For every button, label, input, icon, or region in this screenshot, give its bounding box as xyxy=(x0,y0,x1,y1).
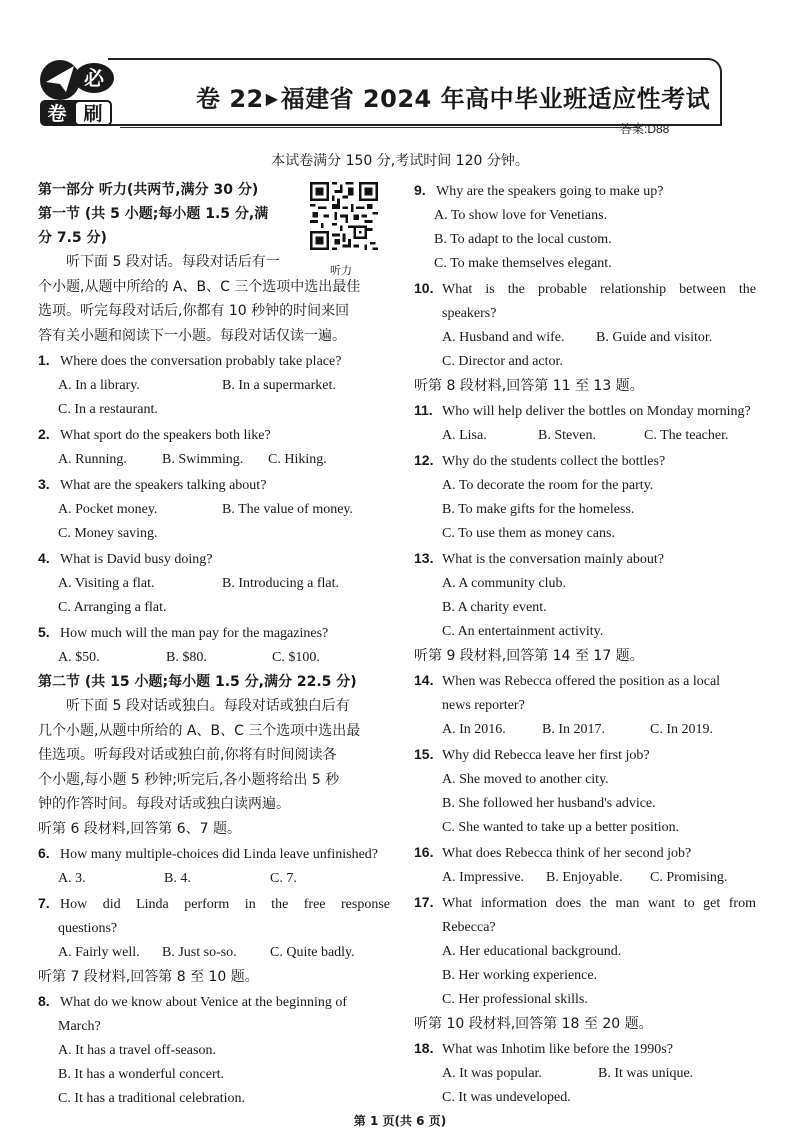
option-c: C. In a restaurant. xyxy=(58,402,158,417)
brand-logo xyxy=(36,56,116,128)
option-c: C. Quite badly. xyxy=(270,944,355,960)
question-stem xyxy=(414,398,756,424)
option-c: C. To make themselves elegant. xyxy=(434,256,612,271)
question-number: 2. xyxy=(38,426,50,442)
question-stem xyxy=(414,178,756,204)
title-main: 福建省 2024 年高中毕业班适应性考试 xyxy=(280,85,711,113)
instructions-line: 选项。听完每段对话后,你都有 10 秒钟的时间来回 xyxy=(38,303,350,319)
instructions-line: 答有关小题和阅读下一小题。每段对话仅读一遍。 xyxy=(38,327,346,344)
option-c: C. Hiking. xyxy=(268,452,327,467)
option-a: A. Running. xyxy=(58,452,127,467)
option-b: B. The value of money. xyxy=(222,502,354,517)
option-b: B. 4. xyxy=(164,870,191,886)
question-text: What was Inhotim like before the 1990s? xyxy=(442,1042,673,1057)
question-number: 12. xyxy=(414,452,434,468)
option-a: A. Pocket money. xyxy=(58,502,158,517)
exam-title xyxy=(196,79,710,114)
page-footer: 第 1 页(共 6 页) xyxy=(353,1114,447,1128)
question-number: 14. xyxy=(414,672,434,688)
option-b: B. $80. xyxy=(166,650,207,665)
question-number: 8. xyxy=(38,992,50,1009)
option-b: B. She followed her husband's advice. xyxy=(442,796,656,811)
question-stem xyxy=(38,422,390,448)
option-a: A. Her educational background. xyxy=(442,944,622,959)
question-stem xyxy=(414,890,756,916)
option-a: A. Lisa. xyxy=(442,428,487,443)
question-text-cont: Rebecca? xyxy=(442,920,496,935)
option-a: A. To show love for Venetians. xyxy=(434,208,608,223)
option-a: A. $50. xyxy=(58,650,100,665)
material-heading: 听第 7 段材料,回答第 8 至 10 题。 xyxy=(38,968,259,985)
title-marker-icon: ▶ xyxy=(265,89,279,108)
question-text-cont: questions? xyxy=(58,920,118,936)
question-text: Why do the students collect the bottles? xyxy=(442,454,666,469)
question-stem xyxy=(38,841,390,867)
option-b: B. Guide and visitor. xyxy=(596,330,713,345)
option-b: B. Introducing a flat. xyxy=(222,576,340,591)
options-row xyxy=(414,718,756,742)
option-c: C. Director and actor. xyxy=(442,354,563,369)
question-number: 9. xyxy=(414,182,426,198)
question-text: Who will help deliver the bottles on Monday morning? xyxy=(442,404,751,419)
question-number: 3. xyxy=(38,476,50,492)
title-prefix: 卷 22 xyxy=(196,85,264,113)
question-number: 10. xyxy=(414,280,434,296)
question-text: When was Rebecca offered the position as a local xyxy=(442,674,721,689)
logo-char-left: 卷 xyxy=(47,103,67,125)
question-text: Why did Rebecca leave her first job? xyxy=(442,748,650,763)
option-b: B. It has a wonderful concert. xyxy=(58,1066,224,1082)
option-c: C. In 2019. xyxy=(650,722,713,737)
question-stem xyxy=(414,448,756,474)
option-b: B. It was unique. xyxy=(598,1066,694,1081)
option-b: B. A charity event. xyxy=(442,600,547,615)
option-c: C. She wanted to take up a better position. xyxy=(442,820,680,835)
option-c: C. An entertainment activity. xyxy=(442,624,604,639)
question-stem xyxy=(414,276,756,302)
question-stem xyxy=(38,472,390,498)
options-row xyxy=(414,866,756,890)
option-b: B. To adapt to the local custom. xyxy=(434,232,612,247)
options-row xyxy=(38,646,390,670)
option-a: A. It has a travel off-season. xyxy=(58,1042,216,1058)
question-text-cont: news reporter? xyxy=(442,698,525,713)
qr-label: 听力 xyxy=(330,264,352,277)
instructions-line: 个小题,从题中所给的 A、B、C 三个选项中选出最佳 xyxy=(38,278,361,295)
question-stem xyxy=(38,620,390,646)
option-a: A. It was popular. xyxy=(442,1066,542,1081)
options-row xyxy=(38,448,390,472)
options-row xyxy=(38,374,390,398)
question-text: What does Rebecca think of her second job? xyxy=(442,846,692,861)
option-a: A. She moved to another city. xyxy=(442,772,609,787)
option-b: B. Steven. xyxy=(538,428,596,443)
question-text: Where does the conversation probably take place? xyxy=(60,354,342,369)
left-column xyxy=(38,178,390,1111)
options-row xyxy=(414,424,756,448)
material-heading: 听第 8 段材料,回答第 11 至 13 题。 xyxy=(414,378,644,394)
option-c: C. Promising. xyxy=(650,870,728,885)
question-text: Why are the speakers going to make up? xyxy=(436,184,664,199)
option-b: B. In 2017. xyxy=(542,722,605,737)
question-number: 7. xyxy=(38,894,50,911)
option-b: B. In a supermarket. xyxy=(222,378,336,393)
question-stem xyxy=(38,348,390,374)
section2-heading: 第二节 (共 15 小题;每小题 1.5 分,满分 22.5 分) xyxy=(38,674,357,690)
question-stem xyxy=(414,1036,756,1062)
question-stem xyxy=(414,840,756,866)
question-number: 17. xyxy=(414,894,434,910)
exam-subtitle: 本试卷满分 150 分,考试时间 120 分钟。 xyxy=(271,153,529,169)
question-number: 15. xyxy=(414,746,434,762)
material-heading: 听第 10 段材料,回答第 18 至 20 题。 xyxy=(414,1016,653,1032)
instructions-line: 佳选项。听每段对话或独白前,你将有时间阅读各 xyxy=(38,747,337,763)
answer-rule xyxy=(120,127,640,128)
option-c: C. 7. xyxy=(270,870,297,886)
right-column xyxy=(414,178,756,1110)
option-c: C. It was undeveloped. xyxy=(442,1090,571,1105)
logo-char-right: 刷 xyxy=(83,103,103,125)
question-number: 5. xyxy=(38,624,50,640)
option-b: B. Just so-so. xyxy=(162,944,237,960)
option-a: A. A community club. xyxy=(442,576,567,591)
question-number: 1. xyxy=(38,352,50,368)
question-number: 13. xyxy=(414,550,434,566)
question-number: 11. xyxy=(414,402,433,418)
option-a: A. Visiting a flat. xyxy=(58,576,155,591)
question-stem xyxy=(414,546,756,572)
question-text: What is the conversation mainly about? xyxy=(442,552,664,567)
question-text: What are the speakers talking about? xyxy=(60,478,267,493)
options-row xyxy=(38,941,390,965)
question-text: How much will the man pay for the magazines? xyxy=(60,626,329,641)
options-row xyxy=(38,572,390,596)
options-row xyxy=(38,867,390,891)
question-text: What do we know about Venice at the beginning of xyxy=(60,994,348,1010)
instructions-line: 听下面 5 段对话。每段对话后有一 xyxy=(66,254,280,270)
option-a: A. In 2016. xyxy=(442,722,506,737)
option-c: C. Money saving. xyxy=(58,526,158,541)
option-c: C. Her professional skills. xyxy=(442,992,588,1007)
options-row xyxy=(414,326,756,350)
question-stem xyxy=(38,989,390,1015)
instructions-line: 钟的作答时间。每段对话或独白读两遍。 xyxy=(38,796,290,812)
question-stem xyxy=(414,742,756,768)
material-heading: 听第 9 段材料,回答第 14 至 17 题。 xyxy=(414,648,644,664)
logo-char-top: 必 xyxy=(84,66,104,90)
option-c: C. It has a traditional celebration. xyxy=(58,1090,245,1106)
question-text-cont: speakers? xyxy=(442,306,497,321)
question-text: What is the probable relationship between the xyxy=(442,282,756,297)
question-text-cont: March? xyxy=(58,1018,101,1034)
option-a: A. To decorate the room for the party. xyxy=(442,478,654,493)
question-text: What information does the man want to get from xyxy=(442,896,756,911)
option-c: C. Arranging a flat. xyxy=(58,600,167,615)
option-a: A. 3. xyxy=(58,870,86,886)
question-number: 18. xyxy=(414,1040,434,1056)
question-number: 6. xyxy=(38,844,50,861)
question-stem xyxy=(38,546,390,572)
option-a: A. Husband and wife. xyxy=(442,330,565,345)
option-a: A. Impressive. xyxy=(442,870,525,885)
instructions-line: 几个小题,从题中所给的 A、B、C 三个选项中选出最 xyxy=(38,722,361,739)
question-text: How did Linda perform in the free response xyxy=(60,896,390,912)
material-heading: 听第 6 段材料,回答第 6、7 题。 xyxy=(38,820,241,837)
option-a: A. In a library. xyxy=(58,378,140,393)
option-c: C. The teacher. xyxy=(644,428,729,443)
instructions-line: 个小题,每小题 5 秒钟;听完后,各小题将给出 5 秒 xyxy=(38,771,340,788)
question-text: How many multiple-choices did Linda leave unfinished? xyxy=(60,846,379,862)
options-row xyxy=(414,1062,756,1086)
options-row xyxy=(38,498,390,522)
instructions-line: 听下面 5 段对话或独白。每段对话或独白后有 xyxy=(66,698,350,714)
option-b: B. Swimming. xyxy=(162,452,244,467)
question-stem xyxy=(414,668,756,694)
option-c: C. $100. xyxy=(272,650,320,665)
section1-heading-line2: 分 7.5 分) xyxy=(38,230,107,246)
question-number: 4. xyxy=(38,550,50,566)
question-number: 16. xyxy=(414,844,434,860)
option-a: A. Fairly well. xyxy=(58,944,140,960)
option-b: B. Her working experience. xyxy=(442,968,598,983)
option-b: B. To make gifts for the homeless. xyxy=(442,502,635,517)
part-heading: 第一部分 听力(共两节,满分 30 分) xyxy=(38,182,259,198)
question-text: What sport do the speakers both like? xyxy=(60,428,271,443)
section1-heading-line1: 第一节 (共 5 小题;每小题 1.5 分,满 xyxy=(38,206,269,222)
question-stem xyxy=(38,891,390,917)
answer-code: 答案:D88 xyxy=(620,122,670,136)
option-c: C. To use them as money cans. xyxy=(442,526,615,541)
question-text: What is David busy doing? xyxy=(60,552,213,567)
option-b: B. Enjoyable. xyxy=(546,870,623,885)
